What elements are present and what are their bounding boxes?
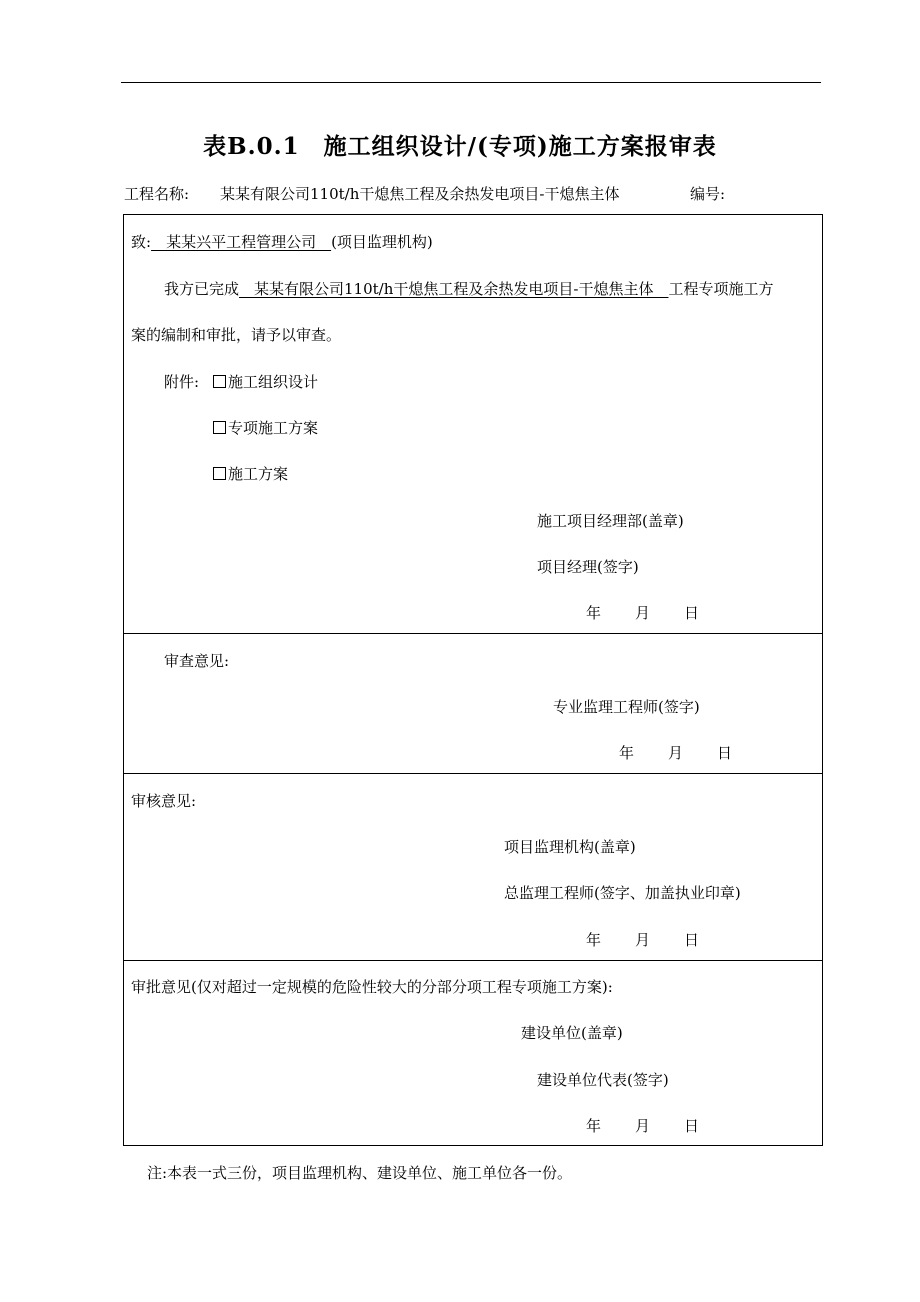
top-rule — [121, 82, 821, 83]
project-label: 工程名称: — [124, 185, 190, 203]
project-name: 某某有限公司110t/h干熄焦工程及余热发电项目-干熄焦主体 — [220, 185, 620, 203]
addressee-suffix: (项目监理机构) — [331, 233, 433, 251]
number-label: 编号: — [690, 185, 726, 203]
body-suffix: 工程专项施工方 — [668, 280, 774, 298]
owner-seal-label: 建设单位(盖章) — [521, 1024, 623, 1042]
date-month: 月 — [635, 1117, 651, 1135]
checkbox-icon[interactable] — [213, 375, 226, 388]
date-day: 日 — [717, 744, 733, 762]
date-year: 年 — [586, 931, 602, 949]
attachments-label: 附件: — [164, 373, 200, 391]
body-line-2: 案的编制和审批，请予以审查。 — [131, 326, 342, 344]
attachment-item: 施工组织设计 — [213, 371, 318, 392]
review-opinion-label: 审查意见: — [164, 652, 230, 670]
to-label: 致: — [131, 233, 152, 251]
chief-engineer-sign-label: 总监理工程师(签字、加盖执业印章) — [504, 884, 741, 902]
supervising-engineer-sign-label: 专业监理工程师(签字) — [553, 698, 700, 716]
supervision-org-seal-label: 项目监理机构(盖章) — [504, 838, 636, 856]
checkbox-icon[interactable] — [213, 467, 226, 480]
date-line — [586, 929, 699, 950]
contractor-seal-label: 施工项目经理部(盖章) — [537, 512, 684, 530]
owner-rep-sign-label: 建设单位代表(签字) — [537, 1071, 669, 1089]
row-divider-2 — [123, 773, 823, 774]
date-line — [619, 742, 732, 763]
date-month: 月 — [635, 931, 651, 949]
audit-opinion-label: 审核意见: — [131, 792, 197, 810]
body-line-1 — [164, 278, 773, 299]
row-divider-1 — [123, 633, 823, 634]
date-line — [586, 1115, 699, 1136]
date-year: 年 — [586, 1117, 602, 1135]
form-title: 表B.0.1 施工组织设计/(专项)施工方案报审表 — [203, 133, 717, 160]
attachment-item: 专项施工方案 — [213, 417, 318, 438]
attachment-item: 施工方案 — [213, 463, 288, 484]
addressee-name: 某某兴平工程管理公司 — [151, 233, 332, 251]
date-line — [586, 602, 699, 623]
row-divider-3 — [123, 960, 823, 961]
project-manager-sign-label: 项目经理(签字) — [537, 558, 639, 576]
date-day: 日 — [684, 931, 700, 949]
date-month: 月 — [635, 604, 651, 622]
approval-opinion-label: 审批意见(仅对超过一定规模的危险性较大的分部分项工程专项施工方案): — [131, 978, 613, 996]
body-prefix: 我方已完成 — [164, 280, 240, 298]
checkbox-icon[interactable] — [213, 421, 226, 434]
date-year: 年 — [619, 744, 635, 762]
form-table — [123, 214, 823, 1146]
date-month: 月 — [668, 744, 684, 762]
date-year: 年 — [586, 604, 602, 622]
date-day: 日 — [684, 1117, 700, 1135]
footnote: 注:本表一式三份，项目监理机构、建设单位、施工单位各一份。 — [147, 1164, 573, 1182]
date-day: 日 — [684, 604, 700, 622]
body-project: 某某有限公司110t/h干熄焦工程及余热发电项目-干熄焦主体 — [239, 280, 669, 298]
addressee-line — [131, 231, 433, 252]
